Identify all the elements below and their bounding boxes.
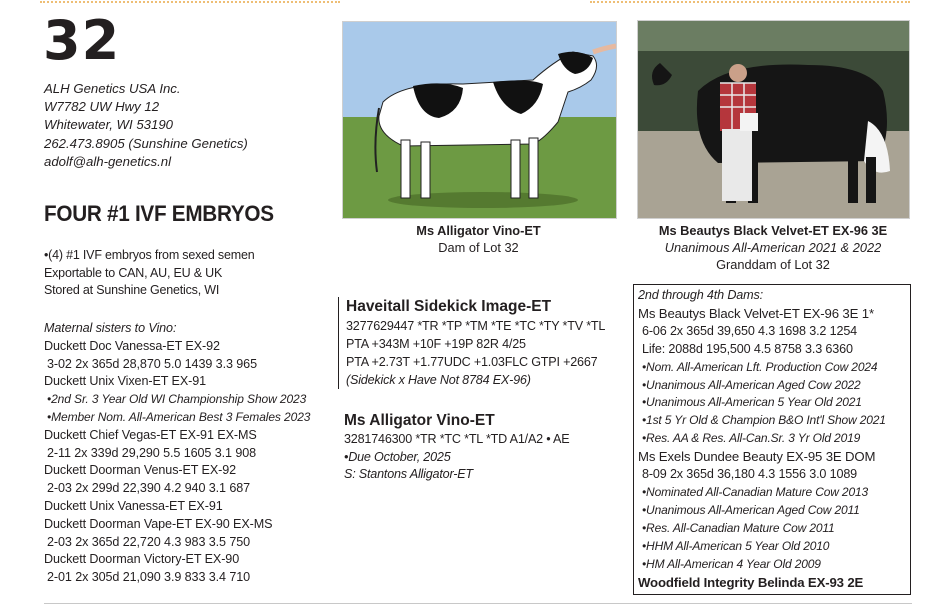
award-note: •2nd Sr. 3 Year Old WI Championship Show 2023: [47, 392, 307, 407]
award-note: •HM All-American 4 Year Old 2009: [642, 556, 821, 571]
award-note: •1st 5 Yr Old & Champion B&O Int'l Show 2021: [642, 413, 886, 428]
top-banner: [0, 0, 938, 9]
award-note: •HHM All-American 5 Year Old 2010: [642, 538, 830, 553]
show-ring-cow-image: [638, 21, 909, 218]
production-record: 2-11 2x 339d 29,290 5.5 1605 3.1 908: [47, 445, 257, 460]
bottom-divider: [44, 603, 912, 604]
offering-line: •(4) #1 IVF embryos from sexed semen: [44, 248, 255, 262]
consignor-line: ALH Genetics USA Inc.: [44, 81, 181, 96]
dam-info-line: 3281746300 *TR *TC *TL *TD A1/A2 • AE: [344, 432, 570, 446]
dam-photo-caption: [342, 222, 615, 256]
banner-rule-left: [40, 1, 340, 6]
dam-photo-name: Ms Alligator Vino-ET: [416, 223, 541, 238]
dam-block: [344, 411, 629, 484]
award-note: •Member Nom. All-American Best 3 Females 2023: [47, 409, 311, 424]
granddam-photo-caption: [637, 222, 909, 273]
granddam-photo-label: Granddam of Lot 32: [716, 257, 830, 272]
award-note: •Nominated All-Canadian Mature Cow 2013: [642, 484, 869, 499]
production-record: 2-03 2x 299d 22,390 4.2 940 3.1 687: [47, 481, 251, 496]
consignor-block: [44, 80, 248, 171]
dam-info-line: S: Stantons Alligator-ET: [344, 467, 473, 481]
award-note: •Res. AA & Res. All-Can.Sr. 3 Yr Old 2019: [642, 431, 861, 446]
sire-info-line: (Sidekick x Have Not 8784 EX-96): [346, 373, 531, 387]
maternal-label: Maternal sisters to Vino:: [44, 321, 177, 335]
consignor-line: Whitewater, WI 53190: [44, 117, 174, 133]
award-note: •Unanimous All-American 5 Year Old 2021: [642, 395, 862, 410]
offering-headline: FOUR #1 IVF EMBRYOS: [44, 201, 274, 226]
dam-photo: [342, 21, 617, 219]
consignor-email[interactable]: adolf@alh-genetics.nl: [44, 153, 172, 169]
offering-line: Stored at Sunshine Genetics, WI: [44, 283, 220, 297]
sister-name: Duckett Doc Vanessa-ET EX-92: [44, 338, 220, 353]
consignor-line: W7782 UW Hwy 12: [44, 99, 160, 115]
award-note: •Nom. All-American Lft. Production Cow 2024: [642, 359, 878, 374]
consignor-phone: 262.473.8905 (Sunshine Genetics): [44, 135, 248, 151]
ancestor-name: Ms Beautys Black Velvet-ET EX-96 3E 1*: [638, 305, 874, 321]
granddam-photo: [637, 20, 910, 219]
maternal-sisters: [44, 320, 310, 587]
production-record: 3-02 2x 365d 28,870 5.0 1439 3.3 965: [47, 356, 257, 371]
sister-name: Duckett Doorman Vape-ET EX-90 EX-MS: [44, 516, 273, 531]
dam-info-line: •Due October, 2025: [344, 449, 451, 464]
offering-line: Exportable to CAN, AU, EU & UK: [44, 265, 223, 280]
sister-name: Duckett Doorman Victory-ET EX-90: [44, 552, 240, 567]
ancestor-name: Ms Exels Dundee Beauty EX-95 3E DOM: [638, 449, 876, 465]
production-record: 2-01 2x 305d 21,090 3.9 833 3.4 710: [47, 570, 251, 585]
production-record: 2-03 2x 365d 22,720 4.3 983 3.5 750: [47, 534, 251, 549]
sister-name: Duckett Unix Vixen-ET EX-91: [44, 374, 207, 389]
award-note: •Unanimous All-American Aged Cow 2011: [642, 502, 860, 517]
production-record: Life: 2088d 195,500 4.5 8758 3.3 6360: [642, 341, 853, 356]
sire-block: [338, 297, 631, 389]
sire-name: Haveitall Sidekick Image-ET: [346, 298, 552, 315]
sister-name: Duckett Doorman Venus-ET EX-92: [44, 463, 237, 478]
dam-name: Ms Alligator Vino-ET: [344, 412, 495, 429]
granddam-photo-name: Ms Beautys Black Velvet-ET EX-96 3E: [658, 223, 888, 238]
award-note: •Res. All-Canadian Mature Cow 2011: [642, 520, 835, 535]
sire-info-line: PTA +2.73T +1.77UDC +1.03FLC GTPI +2667: [346, 355, 598, 369]
production-record: 8-09 2x 365d 36,180 4.3 1556 3.0 1089: [642, 467, 858, 482]
pedigree-box: [633, 284, 911, 595]
sire-info-line: 3277629447 *TR *TP *TM *TE *TC *TY *TV *TL: [346, 319, 606, 333]
ancestor-name: Woodfield Integrity Belinda EX-93 2E: [638, 574, 864, 590]
lot-number: 32: [43, 9, 121, 72]
holstein-cow-image: [343, 22, 616, 218]
award-note: •Unanimous All-American Aged Cow 2022: [642, 377, 861, 392]
offering-description: [44, 247, 254, 300]
production-record: 6-06 2x 365d 39,650 4.3 1698 3.2 1254: [642, 323, 858, 338]
dam-photo-label: Dam of Lot 32: [438, 240, 519, 255]
pedigree-heading: 2nd through 4th Dams:: [638, 288, 763, 302]
sister-name: Duckett Unix Vanessa-ET EX-91: [44, 498, 223, 513]
sire-info-line: PTA +343M +10F +19P 82R 4/25: [346, 337, 526, 351]
banner-rule-right: [590, 1, 910, 6]
sister-name: Duckett Chief Vegas-ET EX-91 EX-MS: [44, 427, 257, 442]
granddam-photo-award: Unanimous All-American 2021 & 2022: [664, 240, 882, 255]
